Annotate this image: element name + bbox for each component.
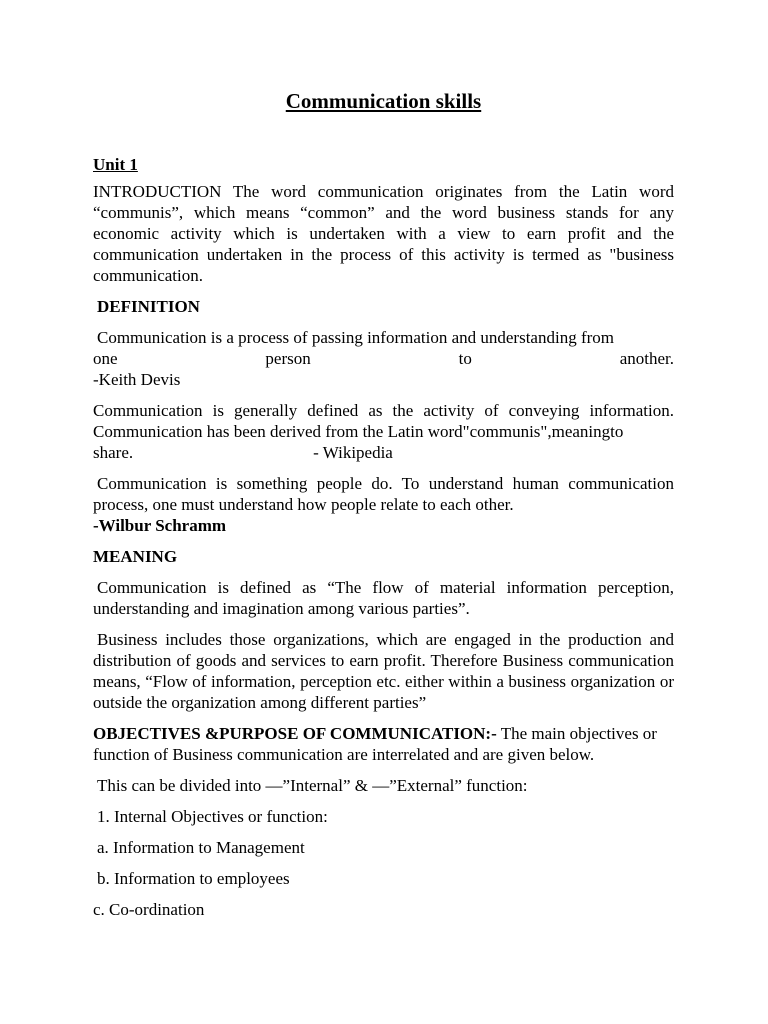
- meaning-paragraph-1: [93, 577, 674, 619]
- meaning-heading: MEANING: [93, 547, 178, 566]
- definition-1-word: one: [93, 349, 118, 368]
- document-page: [93, 88, 674, 930]
- definition-3-text: Communication is something people do. To understand human communication process, one must understand how people relate to each other.: [93, 474, 674, 514]
- objectives-text: The main objectives or function of Business communication are interrelated and are given below.: [93, 724, 657, 764]
- meaning-paragraph-2: [93, 629, 674, 713]
- objective-item: b. Information to employees: [97, 869, 290, 888]
- objectives-divided: This can be divided into —”Internal” & —”External” function:: [97, 776, 528, 795]
- definition-2-text: Communication is generally defined as the activity of conveying information. Communication has been derived from the Latin word"communis",meaningto: [93, 401, 674, 441]
- definition-2-last: share.: [93, 443, 134, 462]
- definition-3: [93, 473, 674, 536]
- definition-1-spread-line: [93, 348, 674, 369]
- objectives-paragraph: [93, 723, 674, 765]
- objective-item: a. Information to Management: [97, 838, 305, 857]
- definition-2-source: - Wikipedia: [313, 443, 393, 462]
- definition-3-author: -Wilbur Schramm: [93, 516, 227, 535]
- introduction-paragraph: INTRODUCTION The word communication originates from the Latin word “communis”, which means “common” and the word business stands for any economic activity which is undertaken with a view to earn profit and the communication undertaken in the process of this activity is termed as "business communication.: [93, 182, 674, 285]
- objective-item: 1. Internal Objectives or function:: [97, 807, 328, 826]
- definition-2: [93, 400, 674, 463]
- definition-1-word: person: [265, 349, 311, 368]
- definition-1-word: another.: [619, 349, 674, 368]
- definition-1-text: Communication is a process of passing information and understanding from: [97, 328, 614, 347]
- meaning-paragraph-1-text: Communication is defined as “The flow of material information perception, understanding and imagination among various parties”.: [93, 578, 674, 618]
- definition-2-last-line: [93, 442, 674, 463]
- objectives-heading: OBJECTIVES &PURPOSE OF COMMUNICATION:-: [93, 724, 497, 743]
- definition-1-author: -Keith Devis: [93, 370, 181, 389]
- definition-1: [93, 327, 674, 390]
- definition-1-word: to: [458, 349, 472, 368]
- unit-heading: Unit 1: [93, 155, 138, 174]
- definition-heading: DEFINITION: [97, 297, 200, 316]
- objective-item: c. Co-ordination: [93, 900, 205, 919]
- meaning-paragraph-2-text: Business includes those organizations, which are engaged in the production and distribution of goods and services to earn profit. Therefore Business communication means, “Flow of information, perception etc. either within a business organization or outside the organization among different parties”: [93, 630, 674, 712]
- document-title: Communication skills: [285, 89, 482, 113]
